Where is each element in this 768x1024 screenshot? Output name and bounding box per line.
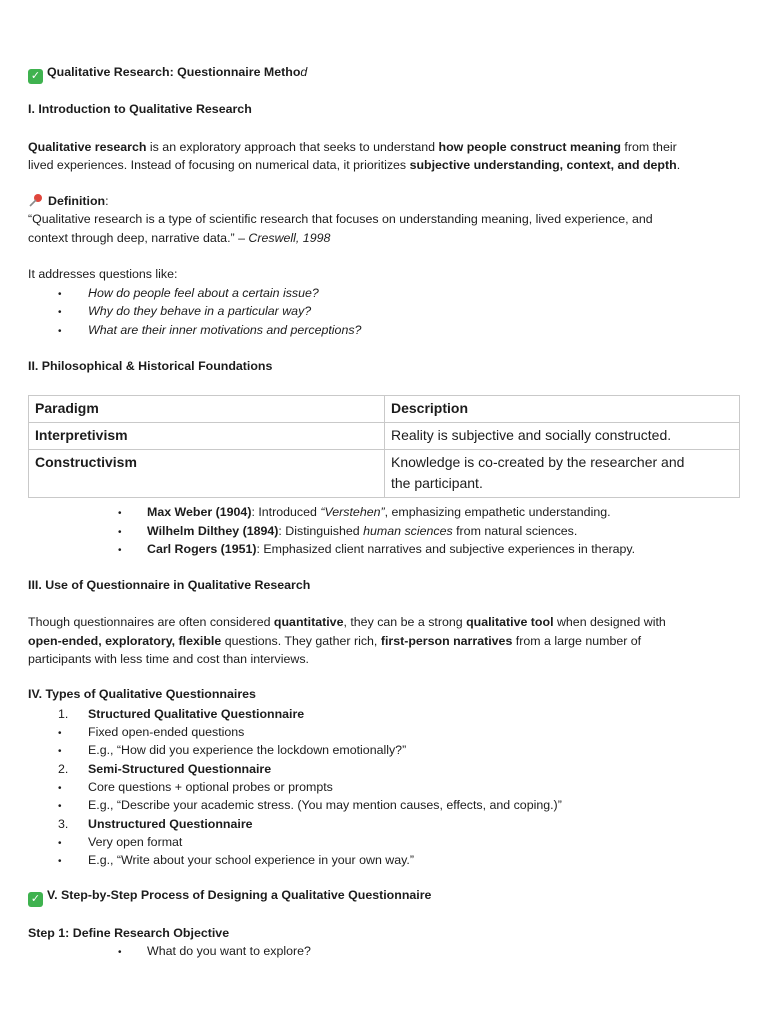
- bullet-marker: •: [118, 508, 122, 519]
- intro-paragraph-line-2: lived experiences. Instead of focusing on numerical data, it prioritizes subjective understanding, context, and depth.: [28, 158, 681, 172]
- type-name: Unstructured Questionnaire: [88, 817, 253, 831]
- bullet-marker: •: [58, 783, 62, 794]
- bullet-marker: •: [58, 728, 62, 739]
- table-cell-description: Reality is subjective and socially constructed.: [385, 423, 740, 450]
- table-row: [29, 450, 740, 498]
- definition-quote-line-1: “Qualitative research is a type of scientific research that focuses on understanding meaning, lived experience, and: [28, 212, 653, 226]
- intro-paragraph-line-1: Qualitative research is an exploratory approach that seeks to understand how people construct meaning from their: [28, 140, 677, 154]
- table-header-row: [29, 396, 740, 423]
- type-number: 2.: [58, 762, 69, 776]
- check-mark-icon: ✓: [28, 69, 43, 84]
- bullet-marker: •: [58, 307, 62, 318]
- section-1-heading: I. Introduction to Qualitative Research: [28, 102, 252, 116]
- historical-figure-item: Max Weber (1904): Introduced “Verstehen”, emphasizing empathetic understanding.: [147, 505, 611, 519]
- addresses-intro: It addresses questions like:: [28, 267, 178, 281]
- table-cell-paradigm: Constructivism: [29, 450, 385, 498]
- bullet-marker: •: [58, 801, 62, 812]
- type-detail: Very open format: [88, 835, 183, 849]
- bullet-marker: •: [58, 289, 62, 300]
- bullet-marker: •: [118, 545, 122, 556]
- questionnaire-paragraph-line-3: participants with less time and cost than interviews.: [28, 652, 309, 666]
- type-number: 3.: [58, 817, 69, 831]
- section-3-heading: III. Use of Questionnaire in Qualitative Research: [28, 578, 311, 592]
- question-item: Why do they behave in a particular way?: [88, 304, 312, 318]
- definition-quote-line-2: context through deep, narrative data.” – Creswell, 1998: [28, 231, 331, 245]
- type-detail: Fixed open-ended questions: [88, 725, 245, 739]
- question-item: What are their inner motivations and perceptions?: [88, 323, 362, 337]
- questionnaire-paragraph-line-2: open-ended, exploratory, flexible questions. They gather rich, first-person narratives from a large number of: [28, 634, 642, 648]
- step-1-heading: Step 1: Define Research Objective: [28, 926, 230, 940]
- bullet-marker: •: [118, 947, 122, 958]
- table-row: [29, 423, 740, 450]
- bullet-marker: •: [118, 527, 122, 538]
- document-title: ✓ Qualitative Research: Questionnaire Method: [28, 65, 307, 84]
- section-5-heading: ✓ V. Step-by-Step Process of Designing a Qualitative Questionnaire: [28, 888, 431, 907]
- definition-citation: Creswell, 1998: [248, 231, 331, 245]
- check-mark-icon: ✓: [28, 892, 43, 907]
- bullet-marker: •: [58, 838, 62, 849]
- bullet-marker: •: [58, 856, 62, 867]
- type-detail: Core questions + optional probes or prompts: [88, 780, 333, 794]
- type-example: E.g., “Describe your academic stress. (You may mention causes, effects, and coping.)”: [88, 798, 562, 812]
- question-item: How do people feel about a certain issue?: [88, 286, 319, 300]
- table-cell-description: Knowledge is co-created by the researcher and the participant.: [385, 450, 740, 498]
- table-header-cell: Paradigm: [29, 396, 385, 423]
- type-name: Structured Qualitative Questionnaire: [88, 707, 305, 721]
- bullet-marker: •: [58, 326, 62, 337]
- definition-label: Definition:: [28, 192, 109, 211]
- step-1-bullet: What do you want to explore?: [147, 944, 311, 958]
- type-name: Semi-Structured Questionnaire: [88, 762, 272, 776]
- paradigm-table: [28, 395, 740, 498]
- bullet-marker: •: [58, 746, 62, 757]
- historical-figure-item: Wilhelm Dilthey (1894): Distinguished human sciences from natural sciences.: [147, 524, 578, 538]
- type-number: 1.: [58, 707, 69, 721]
- table-header-cell: Description: [385, 396, 740, 423]
- table-cell-paradigm: Interpretivism: [29, 423, 385, 450]
- section-2-heading: II. Philosophical & Historical Foundations: [28, 359, 273, 373]
- historical-figure-item: Carl Rogers (1951): Emphasized client narratives and subjective experiences in therapy.: [147, 542, 636, 556]
- type-example: E.g., “How did you experience the lockdown emotionally?”: [88, 743, 407, 757]
- questionnaire-paragraph-line-1: Though questionnaires are often considered quantitative, they can be a strong qualitative tool when designed with: [28, 615, 666, 629]
- section-4-heading: IV. Types of Qualitative Questionnaires: [28, 687, 256, 701]
- type-example: E.g., “Write about your school experience in your own way.”: [88, 853, 414, 867]
- pushpin-icon: [28, 193, 44, 207]
